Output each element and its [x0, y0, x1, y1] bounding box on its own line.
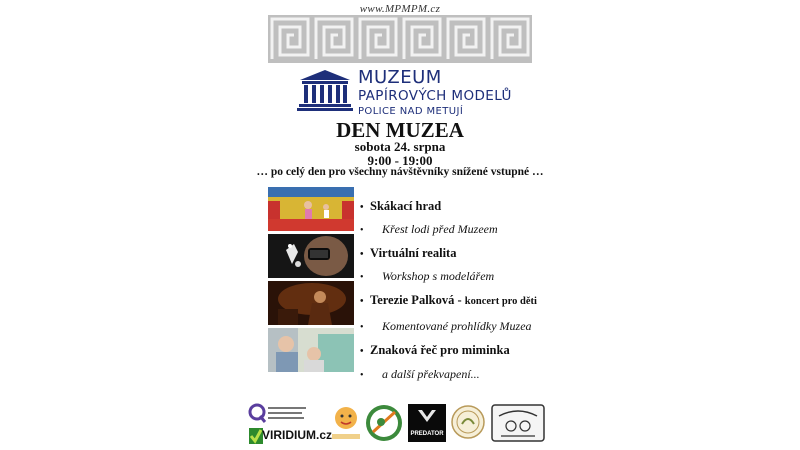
program-item-label: Skákací hrad — [370, 199, 442, 213]
predator-text: PREDATOR — [410, 431, 444, 437]
virtual-reality-photo — [268, 234, 354, 278]
baby-signs-logo — [330, 404, 362, 444]
program-item-workshop: • Workshop s modelářem — [360, 269, 495, 283]
event-time: 9:00 - 19:00 — [367, 153, 433, 168]
program-item-label: Znaková řeč pro miminka — [370, 343, 510, 357]
program-item-extra: koncert pro děti — [464, 296, 537, 307]
program-item-label: Komentované prohlídky Muzea — [382, 319, 532, 333]
program-item-concert: • Terezie Palková - koncert pro děti — [360, 293, 537, 307]
check-icon — [249, 428, 263, 444]
museum-name-line2: PAPÍROVÝCH MODELŮ — [358, 88, 512, 104]
program-item-guided-tours: • Komentované prohlídky Muzea — [360, 319, 532, 333]
program-item-label: Virtuální realita — [370, 246, 457, 260]
program-item-boat-christening: • Křest lodi před Muzeem — [360, 222, 498, 236]
program-item-more-surprises: • a další překvapení... — [360, 367, 480, 381]
greek-key-banner — [268, 15, 532, 63]
miminka-logo — [491, 404, 545, 442]
predator-icon — [408, 404, 446, 430]
predator-logo[interactable] — [408, 404, 446, 442]
program-item-label: Workshop s modelářem — [382, 269, 495, 283]
viridium-logo[interactable] — [249, 428, 333, 444]
viridium-text: VIRIDIUM.cz — [262, 428, 333, 442]
museum-building-icon — [296, 68, 354, 112]
program-item-label: Terezie Palková — [370, 293, 455, 307]
museum-location: POLICE NAD METUJÍ — [358, 106, 464, 117]
concert-photo — [268, 281, 354, 325]
program-item-baby-sign: • Znaková řeč pro miminka — [360, 343, 510, 357]
museum-name-line1: MUZEUM — [358, 67, 442, 88]
museum-name — [358, 68, 512, 119]
event-note: … po celý den pro všechny návštěvníky snížené vstupné … — [256, 166, 544, 178]
baby-sign-language-photo — [268, 328, 354, 372]
sports-club-logo[interactable] — [365, 404, 403, 442]
event-title: DEN MUZEA — [336, 118, 464, 142]
program-item-label: a další překvapení... — [382, 367, 480, 381]
event-date: sobota 24. srpna — [354, 139, 446, 154]
website-url[interactable]: www.MPMPM.cz — [359, 3, 441, 15]
badge-logo — [451, 404, 485, 440]
bouncy-castle-photo — [268, 187, 354, 231]
program-item-bouncy-castle: • Skákací hrad — [360, 199, 442, 213]
program-item-virtual-reality: • Virtuální realita — [360, 246, 457, 260]
quality-logo — [248, 402, 308, 424]
program-item-separator: - — [454, 293, 465, 307]
program-item-label: Křest lodi před Muzeem — [382, 222, 498, 236]
